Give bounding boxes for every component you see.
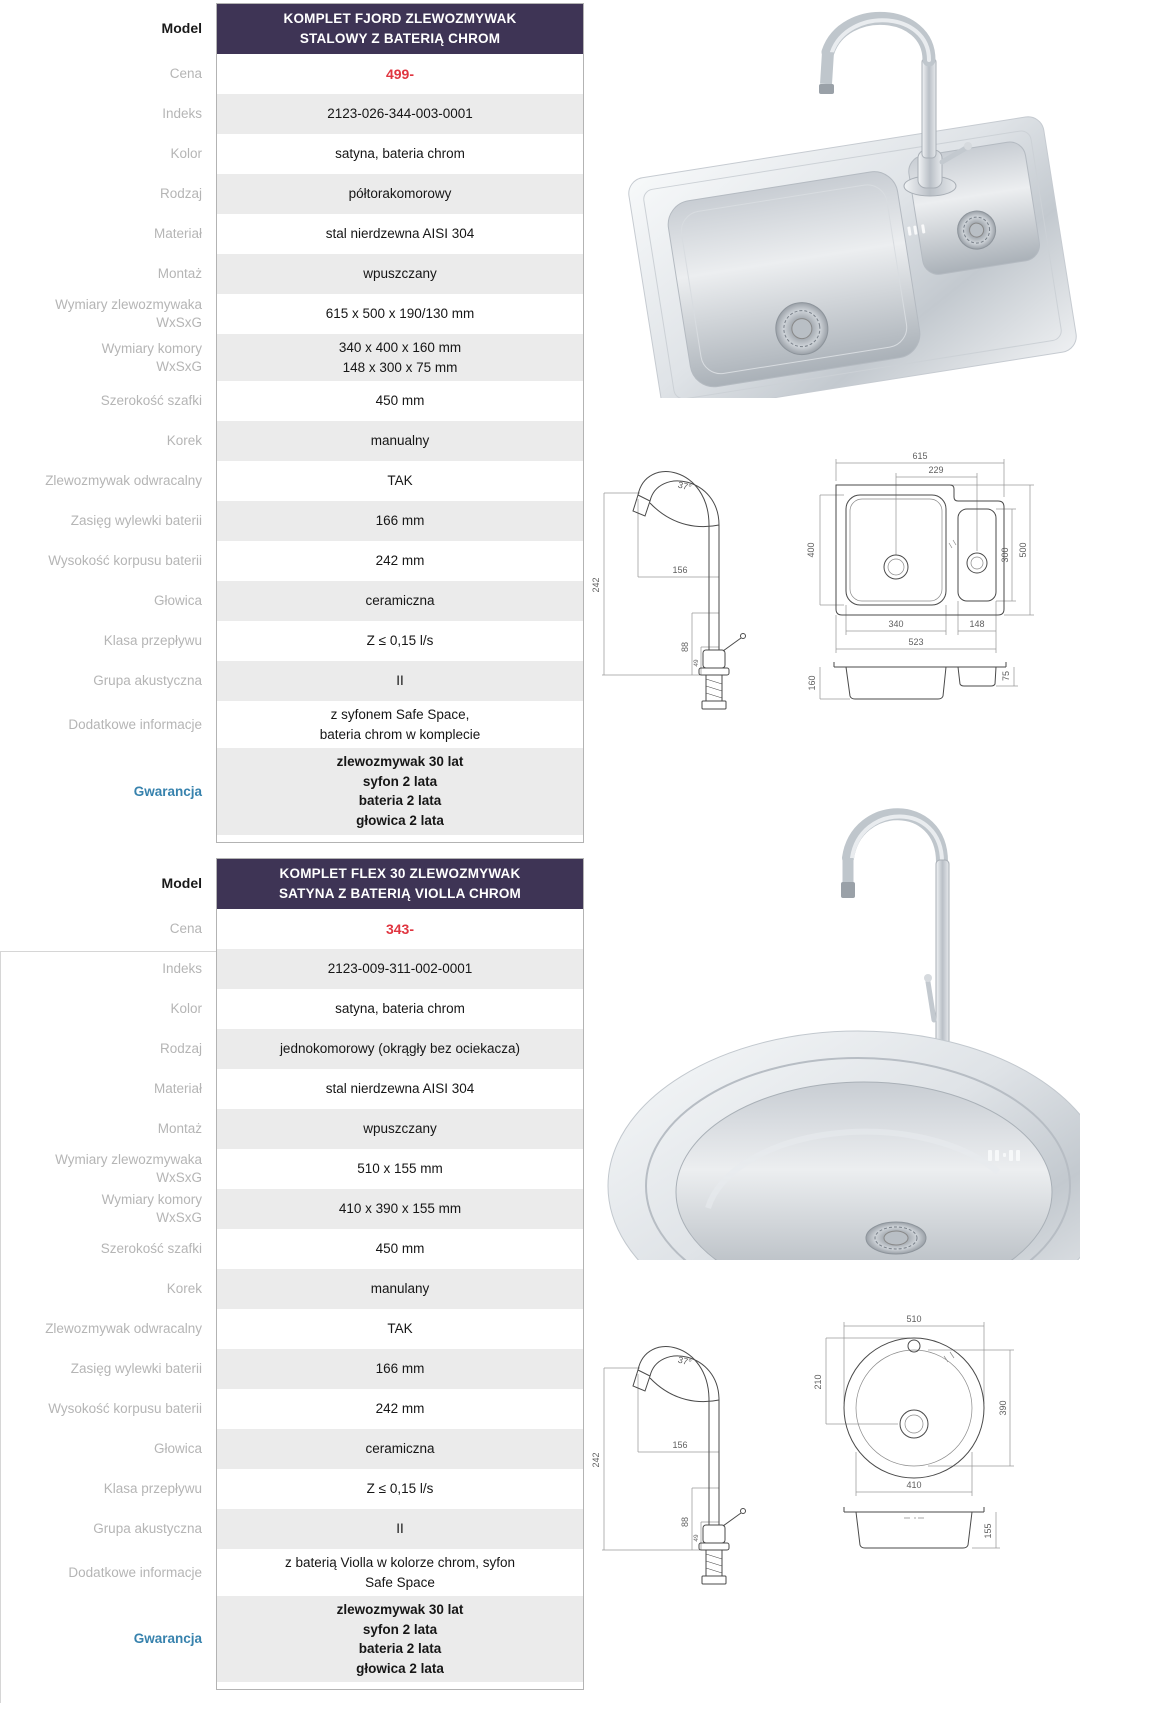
spec-row (0, 541, 584, 581)
spec-value: 499- (217, 54, 583, 94)
spec-row (0, 748, 584, 834)
spec-label: Rodzaj (159, 1041, 202, 1057)
spec-label: Klasa przepływu (103, 1481, 202, 1497)
dim-label-bowl-depth: 390 (998, 1400, 1008, 1416)
spec-row (0, 1469, 584, 1509)
product-title (217, 4, 583, 54)
sink-side-view (844, 1507, 984, 1548)
spec-value: II (217, 661, 583, 701)
dim-label-height: 242 (591, 1452, 601, 1468)
spec-label: Grupa akustyczna (93, 1521, 202, 1537)
spec-value: z syfonem Safe Space, bateria chrom w komplecie (217, 701, 583, 748)
faucet-aerator (819, 84, 834, 94)
spec-value: 166 mm (217, 501, 583, 541)
spec-row (0, 949, 584, 989)
spec-row (0, 621, 584, 661)
dim-label-drain-spacing: 229 (928, 465, 944, 475)
spec-row (0, 1029, 584, 1069)
spec-row (0, 1596, 584, 1682)
spec-rows-1 (0, 3, 584, 835)
product-title-line2: SATYNA Z BATERIĄ VIOLLA CHROM (278, 886, 522, 901)
spec-label: Wymiary zlewozmywaka WxSxG (55, 1152, 202, 1185)
dim-label-height: 242 (591, 577, 601, 593)
faucet-dimension-drawing-2 (588, 1300, 748, 1590)
dim-label-rim-to-drain: 210 (813, 1374, 823, 1390)
sink-dimension-drawing-2 (798, 1312, 1043, 1562)
dim-label-base-height: 88 (680, 1516, 690, 1528)
spec-value: satyna, bateria chrom (217, 134, 583, 174)
product-1-spec-table (0, 3, 584, 843)
spec-label: Grupa akustyczna (93, 673, 202, 689)
faucet-outline (633, 1347, 746, 1584)
spec-row (0, 134, 584, 174)
spec-label: Zlewozmywak odwracalny (45, 1321, 202, 1337)
faucet-drawing-2 (588, 1300, 748, 1590)
sink-drawing-1 (790, 445, 1040, 700)
spec-label: Zlewozmywak odwracalny (45, 473, 202, 489)
dim-label-base-offset: 49 (693, 1534, 700, 1542)
spec-row (0, 294, 584, 334)
spec-value: Z ≤ 0,15 l/s (217, 1469, 583, 1509)
spec-value: manualny (217, 421, 583, 461)
dim-label-overall-width: 615 (912, 451, 928, 461)
spec-label: Głowica (153, 593, 202, 609)
spec-label: Głowica (153, 1441, 202, 1457)
spec-row (0, 214, 584, 254)
product-title (217, 859, 583, 909)
spec-label: Wymiary zlewozmywaka WxSxG (55, 297, 202, 330)
dim-label-bowls-width: 523 (908, 637, 924, 647)
dim-label-base-offset: 49 (693, 659, 700, 667)
sink-body (608, 1031, 1080, 1260)
dim-label-small-bowl-width: 148 (969, 619, 985, 629)
product-photo-sink-1 (598, 0, 1080, 398)
faucet-outline (633, 472, 746, 709)
spec-value: 242 mm (217, 541, 583, 581)
dim-label-bowl-width: 410 (906, 1480, 922, 1490)
spec-row (0, 1309, 584, 1349)
spec-label: Korek (166, 1281, 202, 1297)
spec-row (0, 421, 584, 461)
dim-label-side-depth: 155 (983, 1523, 993, 1539)
spec-row (0, 1349, 584, 1389)
spec-row (0, 1269, 584, 1309)
spec-row (0, 1509, 584, 1549)
spec-value: wpuszczany (217, 1109, 583, 1149)
spec-label: Klasa przepływu (103, 633, 202, 649)
spec-rows-2 (0, 858, 584, 1682)
spec-label: Gwarancja (133, 1631, 202, 1647)
spec-label: Wysokość korpusu baterii (48, 1401, 202, 1417)
sink-photo-illustration-2 (598, 768, 1080, 1260)
dim-label-base-height: 88 (680, 641, 690, 653)
dim-label-side-depth: 160 (807, 675, 817, 691)
faucet-drawing-1 (588, 425, 748, 715)
spec-label: Cena (169, 66, 202, 82)
spec-value: 2123-026-344-003-0001 (217, 94, 583, 134)
product-title-line1: KOMPLET FLEX 30 ZLEWOZMYWAK (279, 865, 521, 881)
spec-row (0, 1069, 584, 1109)
dimension-lines (602, 1368, 719, 1550)
sink-top-view (836, 485, 1004, 615)
dim-label-reach: 156 (672, 565, 688, 575)
spec-value: satyna, bateria chrom (217, 989, 583, 1029)
spec-row (0, 1189, 584, 1229)
spec-label: Indeks (162, 106, 202, 122)
spec-row (0, 1149, 584, 1189)
spec-value: z baterią Violla w kolorze chrom, syfon Safe Space (217, 1549, 583, 1596)
spec-value: 510 x 155 mm (217, 1149, 583, 1189)
spec-label: Szerokość szafki (100, 1241, 202, 1257)
spec-label: Materiał (153, 1081, 202, 1097)
spec-value: TAK (217, 461, 583, 501)
spec-label: Wymiary komory WxSxG (101, 1192, 202, 1225)
spec-value: 450 mm (217, 381, 583, 421)
spec-row (0, 334, 584, 381)
sink-body (626, 115, 1078, 398)
product-title-line1: KOMPLET FJORD ZLEWOZMYWAK (283, 10, 517, 26)
dim-label-overall-depth: 500 (1018, 542, 1028, 558)
spec-row (0, 461, 584, 501)
spec-label: Dodatkowe informacje (68, 716, 202, 732)
spec-value: TAK (217, 1309, 583, 1349)
dim-label-overall-width: 510 (906, 1314, 922, 1324)
product-2-spec-table (0, 858, 584, 1690)
spec-value: stal nierdzewna AISI 304 (217, 214, 583, 254)
spec-row (0, 1549, 584, 1596)
model-header-row (0, 3, 584, 54)
model-label: Model (161, 20, 202, 37)
product-photo-sink-2 (598, 768, 1080, 1260)
spec-value: manulany (217, 1269, 583, 1309)
spec-value: wpuszczany (217, 254, 583, 294)
dim-label-bowl-depth: 400 (806, 542, 816, 558)
faucet-dimension-drawing-1 (588, 425, 748, 715)
dimension-lines (826, 1322, 1014, 1548)
spec-value: 343- (217, 909, 583, 949)
spec-row (0, 54, 584, 94)
spec-label: Montaż (157, 266, 202, 282)
sink-top-view (844, 1338, 984, 1478)
spec-row (0, 94, 584, 134)
spec-row (0, 1429, 584, 1469)
spec-value: 340 x 400 x 160 mm 148 x 300 x 75 mm (217, 334, 583, 381)
dim-label-side-small-depth: 75 (1001, 670, 1011, 682)
spec-value: stal nierdzewna AISI 304 (217, 1069, 583, 1109)
dim-label-angle: 37° (676, 1354, 693, 1368)
spec-value: półtorakomorowy (217, 174, 583, 214)
spec-value: 410 x 390 x 155 mm (217, 1189, 583, 1229)
table-bottom-padding (0, 835, 584, 843)
spec-row (0, 1229, 584, 1269)
spec-row (0, 254, 584, 294)
spec-label: Montaż (157, 1121, 202, 1137)
dim-label-bowl-width: 340 (888, 619, 904, 629)
spec-label: Wymiary komory WxSxG (101, 341, 202, 374)
spec-row (0, 381, 584, 421)
dimension-lines (602, 493, 719, 675)
spec-value: zlewozmywak 30 lat syfon 2 lata bateria 2 lata głowica 2 lata (217, 748, 583, 834)
sink-photo-illustration-1 (598, 0, 1080, 398)
spec-value: zlewozmywak 30 lat syfon 2 lata bateria 2 lata głowica 2 lata (217, 1596, 583, 1682)
spec-label: Cena (169, 921, 202, 937)
spec-label: Gwarancja (133, 783, 202, 799)
faucet-aerator (841, 882, 855, 898)
spec-label: Korek (166, 433, 202, 449)
spec-value: 615 x 500 x 190/130 mm (217, 294, 583, 334)
dim-label-small-bowl-depth: 300 (1000, 547, 1010, 563)
spec-value: ceramiczna (217, 581, 583, 621)
spec-value: 450 mm (217, 1229, 583, 1269)
spec-row (0, 909, 584, 949)
spec-row (0, 661, 584, 701)
spec-label: Wysokość korpusu baterii (48, 553, 202, 569)
dim-label-reach: 156 (672, 1440, 688, 1450)
spec-label: Rodzaj (159, 186, 202, 202)
sink-drawing-2 (798, 1312, 1043, 1562)
table-bottom-padding (0, 1682, 584, 1690)
spec-value: 166 mm (217, 1349, 583, 1389)
dim-label-angle: 37° (676, 479, 693, 493)
spec-label: Szerokość szafki (100, 393, 202, 409)
model-header-row (0, 858, 584, 909)
spec-value: 242 mm (217, 1389, 583, 1429)
spec-value: 2123-009-311-002-0001 (217, 949, 583, 989)
sink-side-view (834, 662, 1006, 699)
spec-label: Zasięg wylewki baterii (70, 1361, 202, 1377)
spec-value: jednokomorowy (okrągły bez ociekacza) (217, 1029, 583, 1069)
spec-row (0, 174, 584, 214)
spec-label: Dodatkowe informacje (68, 1564, 202, 1580)
sink-dimension-drawing-1 (790, 445, 1040, 700)
spec-label: Indeks (162, 961, 202, 977)
spec-value: ceramiczna (217, 1429, 583, 1469)
spec-row (0, 501, 584, 541)
spec-value: II (217, 1509, 583, 1549)
spec-row (0, 581, 584, 621)
spec-label: Kolor (170, 146, 202, 162)
spec-row (0, 989, 584, 1029)
spec-label: Zasięg wylewki baterii (70, 513, 202, 529)
model-label: Model (161, 875, 202, 892)
spec-label: Kolor (170, 1001, 202, 1017)
spec-row (0, 1109, 584, 1149)
spec-row (0, 1389, 584, 1429)
spec-label: Materiał (153, 226, 202, 242)
spec-value: Z ≤ 0,15 l/s (217, 621, 583, 661)
spec-row (0, 701, 584, 748)
product-title-line2: STALOWY Z BATERIĄ CHROM (299, 31, 501, 46)
